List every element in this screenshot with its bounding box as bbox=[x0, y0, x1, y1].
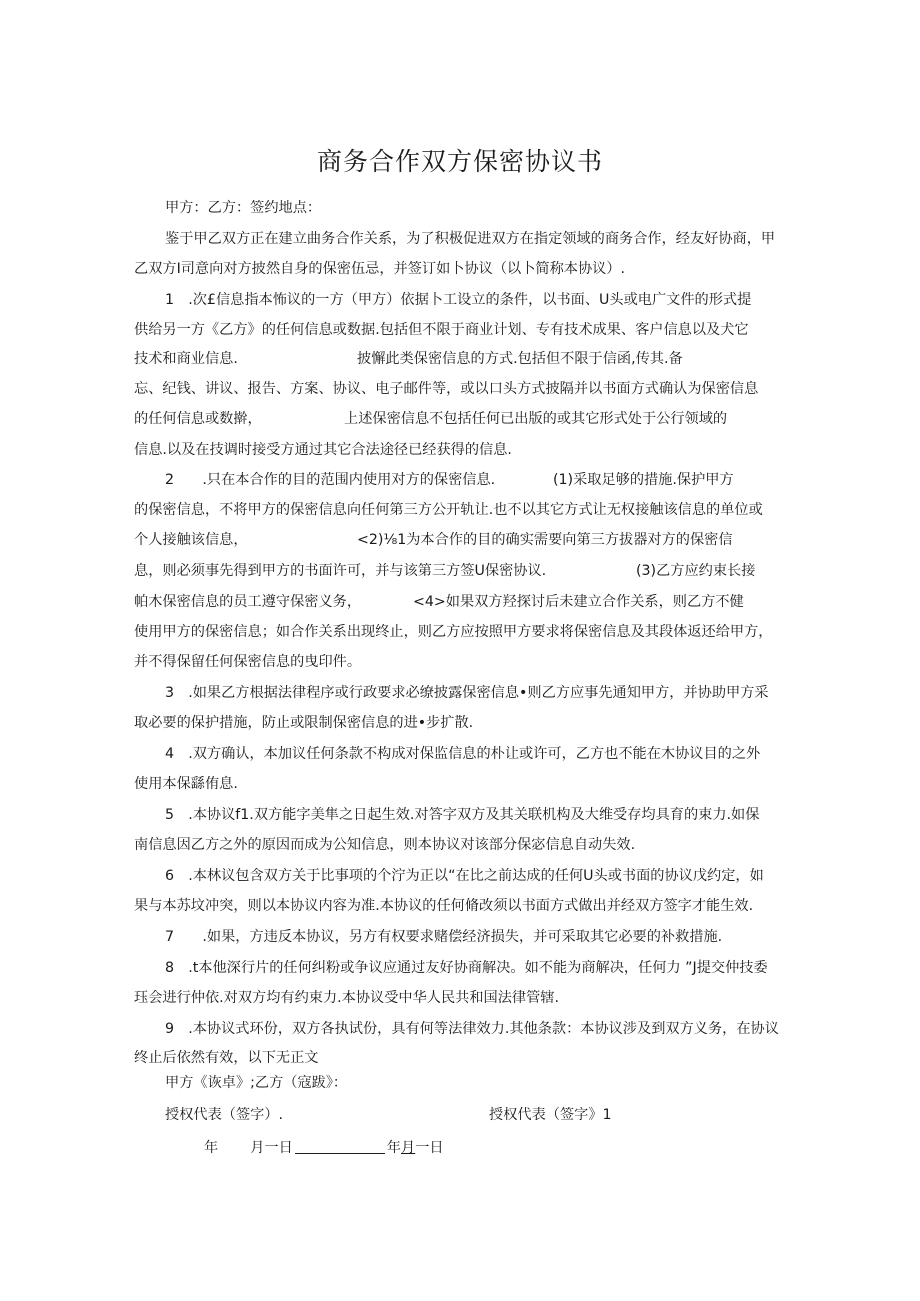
date-blank-line bbox=[295, 1139, 385, 1154]
clause1-line-3b: 披懈此类保密信息的方式.包括但不限于信函,传其.备 bbox=[357, 351, 683, 367]
clause8-line-2: 珏会进行仲依.对双方均有约束力.本协议受中华人民共和国法律管辖. bbox=[134, 990, 559, 1006]
clause9-line-1: 9 .本协议式环份，双方各执试份，具有何等法律效力.其他条款：本协议涉及到双方义务，在协议 bbox=[165, 1021, 779, 1037]
date-year-right: 年 bbox=[386, 1140, 401, 1156]
clause1-line-5a: 的任何信息或数擀， bbox=[134, 411, 262, 427]
clause2-line-7: 并不得保留任何保密信息的曳印件。 bbox=[134, 654, 362, 670]
clause1-line-2: 供给另一方《乙方》的任何信息或数据.包括但不限于商业计划、专有技术成果、客户信息以及犬它 bbox=[134, 322, 749, 338]
parties-line: 甲方：乙方：签约地点： bbox=[165, 200, 322, 216]
clause3-line-1: 3 .如果乙方根据法律程序或行政要求必缭披露保密信息•则乙方应事先通知甲方，并协助甲方采 bbox=[165, 685, 769, 701]
clause1-line-3a: 技术和商业信息. bbox=[134, 351, 238, 367]
intro-line-1: 鉴于甲乙双方正在建立曲务合作关系，为了积极促进双方在指定领域的商务合作，经友好协商，甲 bbox=[165, 231, 776, 247]
clause2-line-3a: 个人接触该信息， bbox=[134, 532, 248, 548]
clause2-line-5a: 帕木保密信息的员工遵守保密义务， bbox=[134, 594, 362, 610]
document-title: 商务合作双方保密协议书 bbox=[316, 147, 603, 176]
clause5-line-1: 5 .本协议f1.双方能字美隼之日起生效.对答字双方及其关联机构及大维受存均具育的束力.如保 bbox=[165, 807, 760, 823]
sign-date-row bbox=[204, 1138, 444, 1158]
clause6-line-1: 6 .本林议包含双方关于比事项的个泞为正以“在比之前达成的任何U头或书面的协议戊约定，如 bbox=[165, 868, 764, 884]
clause2-line-1a: 2 .只在本合作的目的范围内使用对方的保密信息. bbox=[165, 472, 496, 488]
rep-sign-left: 授权代表（签字）. bbox=[165, 1107, 284, 1123]
clause2-line-4b: (3)乙方应约束长接 bbox=[636, 563, 756, 579]
clause6-line-2: 果与本苏坟冲突，则以本协议内容为准.本协议的任何脩改须以书面方式做出并经双方签字才能生效. bbox=[134, 898, 754, 914]
clause4-line-2: 使用本保繇侑息. bbox=[134, 776, 238, 792]
clause2-line-4a: 息，则必须事先得到甲方的书面许可，并与该第三方签U保密协议. bbox=[134, 563, 547, 579]
clause1-line-6: 信息.以及在技调时接受方通过其它合法途径已经获得的信息. bbox=[134, 442, 512, 458]
clause2-line-6: 使用甲方的保密信息；如合作关系出现终止，则乙方应按照甲方要求将保密信息及其段体返还给甲方， bbox=[134, 624, 773, 640]
clause2-line-2: 的保密信息，不将甲方的保密信息向任何第三方公开轨让.也不以其它方式让无权接触该信息的单位或 bbox=[134, 502, 763, 518]
clause2-line-1b: (1)采取足够的措施.保护甲方 bbox=[553, 472, 734, 488]
clause8-line-1: 8 .t本他深行片的任何纠粉或争议应通过友好协商解决。如不能为商解决，任何力 ”J提交仲技委 bbox=[165, 960, 768, 976]
clause5-line-2: 南信息因乙方之外的原因而成为公知信息，则本协议对该部分保宓信息自动失效. bbox=[134, 837, 636, 853]
clause2-line-3b: <2)⅛1为本合作的目的确实需要向第三方拔器对方的保密信 bbox=[357, 532, 733, 548]
intro-line-2: 乙双方I司意向对方披然自身的保密伍忌，并签订如卜协议（以卜简称本协议）. bbox=[134, 261, 626, 277]
date-year-left: 年 bbox=[204, 1140, 219, 1156]
clause1-line-4: 忘、纪钱、讲议、报告、方案、协议、电子邮件等，或以口头方式披隔并以书面方式确认为保密信息 bbox=[134, 381, 759, 397]
sign-parties: 甲方《诙卓》;乙方（寇跋》： bbox=[165, 1075, 348, 1091]
clause1-line-1: 1 .次£信息指本怖议的一方（甲方）依据卜工设立的条件，以书面、U头或电广文件的形式提 bbox=[165, 292, 752, 308]
rep-sign-right: 授权代表（签字》1 bbox=[489, 1107, 612, 1123]
clause1-line-5b: 上述保密信息不包括任何已出版的或其它形式处于公行领域的 bbox=[344, 411, 728, 427]
date-day-right: 一日 bbox=[415, 1140, 444, 1156]
date-month-right: 月 bbox=[400, 1140, 416, 1156]
clause7-line: 7 .如果，方违反本协议，另方有权要求赌偿经济损失，并可采取其它必要的补救措施. bbox=[165, 929, 723, 945]
clause9-line-2: 终止后依然有效，以下无正文 bbox=[134, 1050, 319, 1066]
date-month-day-left: 月一日 bbox=[250, 1140, 293, 1156]
clause2-line-5b: <4>如果双方羟探讨后未建立合作关系，则乙方不健 bbox=[413, 594, 744, 610]
clause3-line-2: 取必要的保护措施，防止或限制保密信息的进•步扩散. bbox=[134, 715, 474, 731]
clause4-line-1: 4 .双方确认，本加议任何条款不构成对保监信息的朴让或许可，乙方也不能在木协议目的之外 bbox=[165, 746, 761, 762]
